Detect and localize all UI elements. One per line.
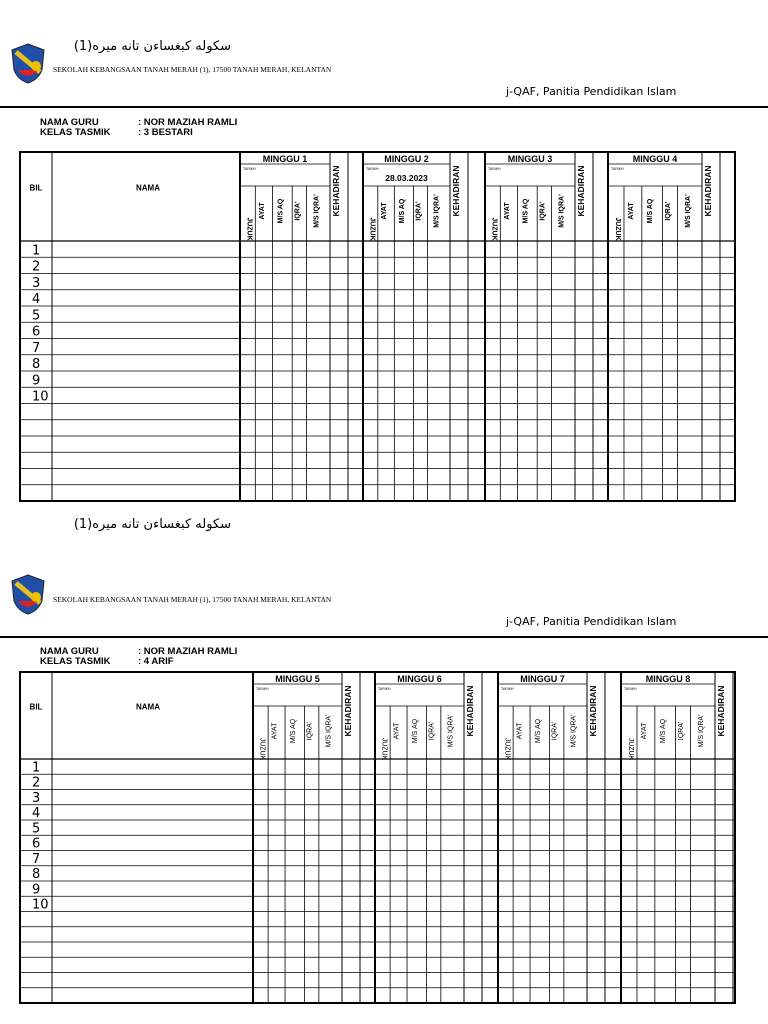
school-name-jawi: سکوله کبغسا‌ءن تانه ميره(1) xyxy=(73,39,231,54)
kehadiran-header: KEHADIRAN xyxy=(451,165,461,217)
nama-header: NAMA xyxy=(136,702,160,712)
tarikh-label: TARIKH xyxy=(378,687,391,691)
juzuk-header: JUZUK xyxy=(613,217,621,241)
row-number: 1 xyxy=(32,760,41,776)
school-address: SEKOLAH KEBANGSAAN TANAH MERAH (1), 17500 TANAH MERAH, KELANTAN xyxy=(53,595,332,604)
ayat-header: AYAT xyxy=(640,722,648,740)
iqra-header: IQRA' xyxy=(678,721,686,741)
ms_iqra-header: M/S IQRA' xyxy=(570,714,578,748)
ms_iqra-header: M/S IQRA' xyxy=(325,714,333,748)
tarikh-label: TARIKH xyxy=(256,687,269,691)
bil-header: BIL xyxy=(29,702,43,712)
kehadiran-header: KEHADIRAN xyxy=(716,685,726,737)
row-number: 9 xyxy=(32,373,41,389)
iqra-header: IQRA' xyxy=(415,201,423,221)
kehadiran-header: KEHADIRAN xyxy=(331,165,341,217)
row-number: 6 xyxy=(32,836,41,852)
jqaf-unit: j-QAF, Panitia Pendidikan Islam xyxy=(506,615,677,628)
table-frame xyxy=(20,672,735,1003)
tarikh-label: TARIKH xyxy=(488,167,501,171)
ms_aq-header: M/S AQ xyxy=(647,198,655,224)
bil-header: BIL xyxy=(29,183,43,193)
week-label: MINGGU 5 xyxy=(275,674,320,684)
kehadiran-header: KEHADIRAN xyxy=(703,165,713,217)
iqra-header: IQRA' xyxy=(294,201,302,221)
nama-header: NAMA xyxy=(136,183,160,193)
juzuk-header: JUZUK xyxy=(368,217,376,241)
ayat-header: AYAT xyxy=(258,202,266,220)
row-number: 4 xyxy=(32,292,41,307)
week-label: MINGGU 8 xyxy=(645,674,691,684)
ayat-header: AYAT xyxy=(503,202,511,220)
row-number: 3 xyxy=(32,275,41,291)
iqra-header: IQRA' xyxy=(551,721,559,741)
class-name: : 4 ARIF xyxy=(138,656,174,667)
ms_aq-header: M/S AQ xyxy=(277,198,285,224)
tarikh-label: TARIKH xyxy=(624,687,637,691)
ayat-header: AYAT xyxy=(381,202,389,220)
row-number: 3 xyxy=(32,790,41,806)
ms_aq-header: M/S AQ xyxy=(411,718,419,744)
juzuk-header: JUZUK xyxy=(245,217,253,241)
ayat-header: AYAT xyxy=(627,202,635,220)
juzuk-header: JUZUK xyxy=(258,737,266,761)
row-number: 8 xyxy=(32,357,41,372)
row-number: 5 xyxy=(32,308,41,324)
ms_iqra-header: M/S IQRA' xyxy=(447,714,455,748)
ms_iqra-header: M/S IQRA' xyxy=(697,714,705,748)
tarikh-label: TARIKH xyxy=(243,167,256,171)
row-number: 10 xyxy=(32,897,49,913)
iqra-header: IQRA' xyxy=(539,201,547,221)
ms_aq-header: M/S AQ xyxy=(398,198,406,224)
row-number: 5 xyxy=(32,821,41,837)
ms_iqra-header: M/S IQRA' xyxy=(684,194,692,228)
nama-guru-label: NAMA GURU xyxy=(40,646,99,657)
row-number: 7 xyxy=(32,340,41,356)
row-number: 4 xyxy=(32,806,41,821)
row-number: 7 xyxy=(32,851,41,867)
teacher-name: : NOR MAZIAH RAMLI xyxy=(138,646,238,657)
jqaf-unit: j-QAF, Panitia Pendidikan Islam xyxy=(506,85,677,98)
tarikh-label: TARIKH xyxy=(501,687,514,691)
ms_iqra-header: M/S IQRA' xyxy=(558,194,566,228)
ayat-header: AYAT xyxy=(271,722,279,740)
week-label: MINGGU 7 xyxy=(520,674,565,684)
class-name: : 3 BESTARI xyxy=(138,127,193,138)
ms_aq-header: M/S AQ xyxy=(289,718,297,744)
row-number: 1 xyxy=(32,243,41,259)
iqra-header: IQRA' xyxy=(665,201,673,221)
tarikh-label: TARIKH xyxy=(366,167,379,171)
row-number: 10 xyxy=(32,389,49,405)
iqra-header: IQRA' xyxy=(428,721,436,741)
week-label: MINGGU 2 xyxy=(384,154,429,164)
juzuk-header: JUZUK xyxy=(380,737,388,761)
row-number: 6 xyxy=(32,324,41,340)
kehadiran-header: KEHADIRAN xyxy=(343,685,353,737)
week-label: MINGGU 1 xyxy=(262,154,308,164)
juzuk-header: JUZUK xyxy=(626,737,634,761)
row-number: 8 xyxy=(32,867,41,882)
school-name-jawi-footer: سکوله کبغسا‌ءن تانه ميره(1) xyxy=(73,517,231,532)
ayat-header: AYAT xyxy=(516,722,524,740)
juzuk-header: JUZUK xyxy=(503,737,511,761)
juzuk-header: JUZUK xyxy=(490,217,498,241)
kelas-tasmik-label: KELAS TASMIK xyxy=(40,656,111,667)
school-address: SEKOLAH KEBANGSAAN TANAH MERAH (1), 17500 TANAH MERAH, KELANTAN xyxy=(53,65,332,74)
nama-guru-label: NAMA GURU xyxy=(40,117,99,128)
row-number: 9 xyxy=(32,882,41,898)
kelas-tasmik-label: KELAS TASMIK xyxy=(40,127,111,138)
tarikh-label: TARIKH xyxy=(611,167,624,171)
week-date: 28.03.2023 xyxy=(385,173,428,183)
ms_aq-header: M/S AQ xyxy=(660,718,668,744)
week-label: MINGGU 3 xyxy=(507,154,553,164)
iqra-header: IQRA' xyxy=(306,721,314,741)
ms_aq-header: M/S AQ xyxy=(534,718,542,744)
row-number: 2 xyxy=(32,259,41,275)
ayat-header: AYAT xyxy=(393,722,401,740)
week-label: MINGGU 4 xyxy=(632,154,678,164)
week-label: MINGGU 6 xyxy=(397,674,442,684)
kehadiran-header: KEHADIRAN xyxy=(465,685,475,737)
kehadiran-header: KEHADIRAN xyxy=(576,165,586,217)
ms_iqra-header: M/S IQRA' xyxy=(433,194,441,228)
ms_aq-header: M/S AQ xyxy=(522,198,530,224)
kehadiran-header: KEHADIRAN xyxy=(588,685,598,737)
row-number: 2 xyxy=(32,775,41,791)
ms_iqra-header: M/S IQRA' xyxy=(313,194,321,228)
teacher-name: : NOR MAZIAH RAMLI xyxy=(138,117,238,128)
